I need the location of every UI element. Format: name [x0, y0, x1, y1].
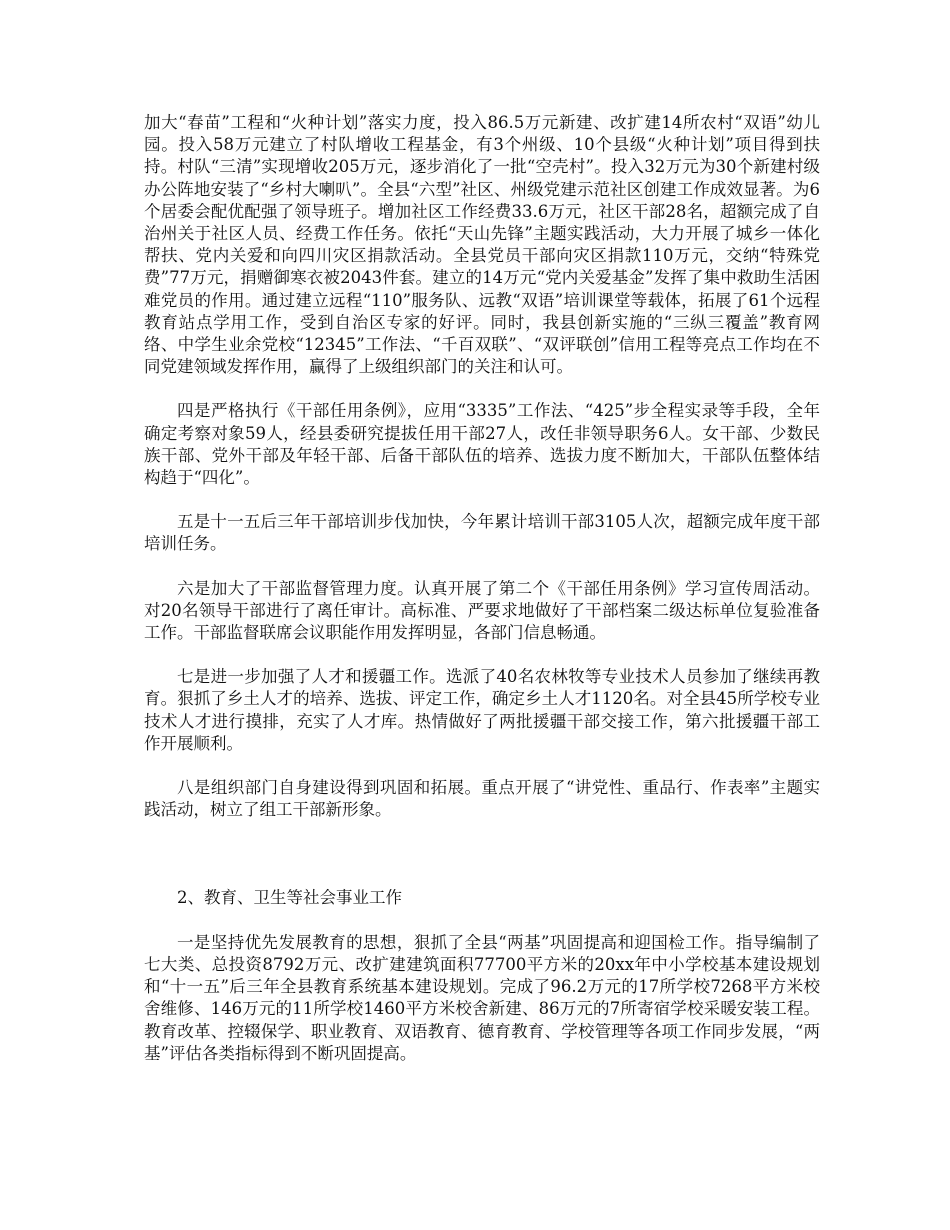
paragraph-talent-work: 七是进一步加强了人才和援疆工作。选派了40名农林牧等专业技术人员参加了继续再教育。狠抓了乡土人才的培养、选拔、评定工作，确定乡土人才1120名。对全县45所学校专业技术人才进行摸排，充实了人才库。热情做好了两批援疆干部交接工作，第六批援疆干部工作开展顺利。	[144, 667, 820, 753]
paragraph-self-building: 八是组织部门自身建设得到巩固和拓展。重点开展了“讲党性、重品行、作表率”主题实践活动，树立了组工干部新形象。	[144, 778, 820, 820]
document-body	[144, 112, 820, 1065]
paragraph-education: 一是坚持优先发展教育的思想，狠抓了全县“两基”巩固提高和迎国检工作。指导编制了七大类、总投资8792万元、改扩建建筑面积77700平方米的20xx年中小学校基本建设规划和“十一五”后三年全县教育系统基本建设规划。完成了96.2万元的17所学校7268平方米校舍维修、146万元的11所学校1460平方米校舍新建、86万元的7所寄宿学校采暖安装工程。教育改革、控辍保学、职业教育、双语教育、德育教育、学校管理等各项工作同步发展，“两基”评估各类指标得到不断巩固提高。	[144, 932, 820, 1063]
paragraph-cadre-supervision: 六是加大了干部监督管理力度。认真开展了第二个《干部任用条例》学习宣传周活动。对20名领导干部进行了离任审计。高标准、严要求地做好了干部档案二级达标单位复验准备工作。干部监督联席会议职能作用发挥明显，各部门信息畅通。	[144, 578, 820, 643]
paragraph-cadre-training: 五是十一五后三年干部培训步伐加快，今年累计培训干部3105人次，超额完成年度干部培训任务。	[144, 512, 820, 554]
paragraph-party-building: 加大“春苗”工程和“火种计划”落实力度，投入86.5万元新建、改扩建14所农村“双语”幼儿园。投入58万元建立了村队增收工程基金，有3个州级、10个县级“火种计划”项目得到扶持。村队“三清”实现增收205万元，逐步消化了一批“空壳村”。投入32万元为30个新建村级办公阵地安装了“乡村大喇叭”。全县“六型”社区、州级党建示范社区创建工作成效显著。为6个居委会配优配强了领导班子。增加社区工作经费33.6万元，社区干部28名，超额完成了自治州关于社区人员、经费工作任务。依托“天山先锋”主题实践活动，大力开展了城乡一体化帮扶、党内关爱和向四川灾区捐款活动。全县党员干部向灾区捐款110万元，交纳“特殊党费”77万元，捐赠御寒衣被2043件套。建立的14万元“党内关爱基金”发挥了集中救助生活困难党员的作用。通过建立远程“110”服务队、远教“双语”培训课堂等载体，拓展了61个远程教育站点学用工作，受到自治区专家的好评。同时，我县创新实施的“三纵三覆盖”教育网络、中学生业余党校“12345”工作法、“千百双联”、“双评联创”信用工程等亮点工作均在不同党建领域发挥作用，赢得了上级组织部门的关注和认可。	[144, 113, 820, 377]
paragraph-cadre-appointment: 四是严格执行《干部任用条例》，应用“3335”工作法、“425”步全程实录等手段，全年确定考察对象59人，经县委研究提拔任用干部27人，改任非领导职务6人。女干部、少数民族干部、党外干部及年轻干部、后备干部队伍的培养、选拔力度不断加大，干部队伍整体结构趋于“四化”。	[144, 401, 820, 488]
section-heading: 2、教育、卫生等社会事业工作	[177, 888, 402, 908]
